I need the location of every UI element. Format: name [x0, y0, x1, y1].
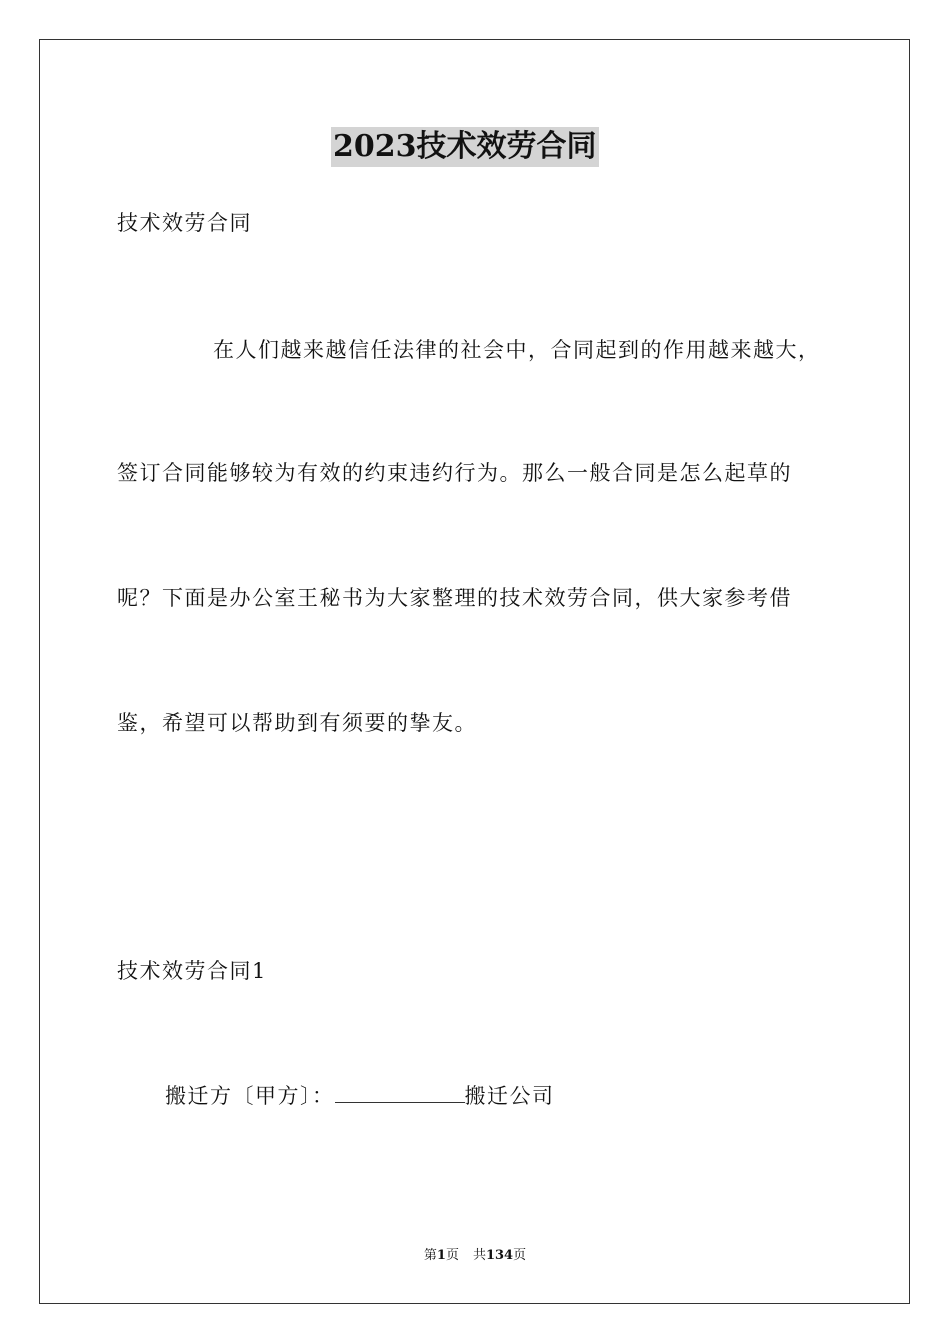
party-a-blank [335, 1080, 465, 1103]
footer-total-prefix: 共 [472, 1248, 486, 1263]
footer-total-suffix: 页 [513, 1248, 527, 1263]
footer-page-suffix: 页 [445, 1248, 459, 1263]
document-subtitle: 技术效劳合同 [117, 211, 252, 235]
section-title: 技术效劳合同1 [117, 959, 267, 983]
document-title: 2023技术效劳合同 [331, 127, 599, 167]
intro-line-1: 在人们越来越信任法律的社会中，合同起到的作用越来越大， [213, 338, 821, 362]
party-a-line [165, 1080, 555, 1111]
party-a-value: 搬迁公司 [464, 1084, 555, 1108]
intro-line-3: 呢？下面是办公室王秘书为大家整理的技术效劳合同，供大家参考借 [117, 586, 792, 610]
footer-page-prefix: 第 [423, 1248, 437, 1263]
page-footer [0, 1247, 950, 1265]
footer-page-number: 1 [436, 1248, 446, 1263]
intro-line-2: 签订合同能够较为有效的约束违约行为。那么一般合同是怎么起草的 [117, 461, 792, 485]
intro-line-4: 鉴，希望可以帮助到有须要的挚友。 [117, 711, 477, 735]
party-a-label: 搬迁方〔甲方〕： [165, 1084, 335, 1108]
footer-total-pages: 134 [485, 1248, 514, 1263]
